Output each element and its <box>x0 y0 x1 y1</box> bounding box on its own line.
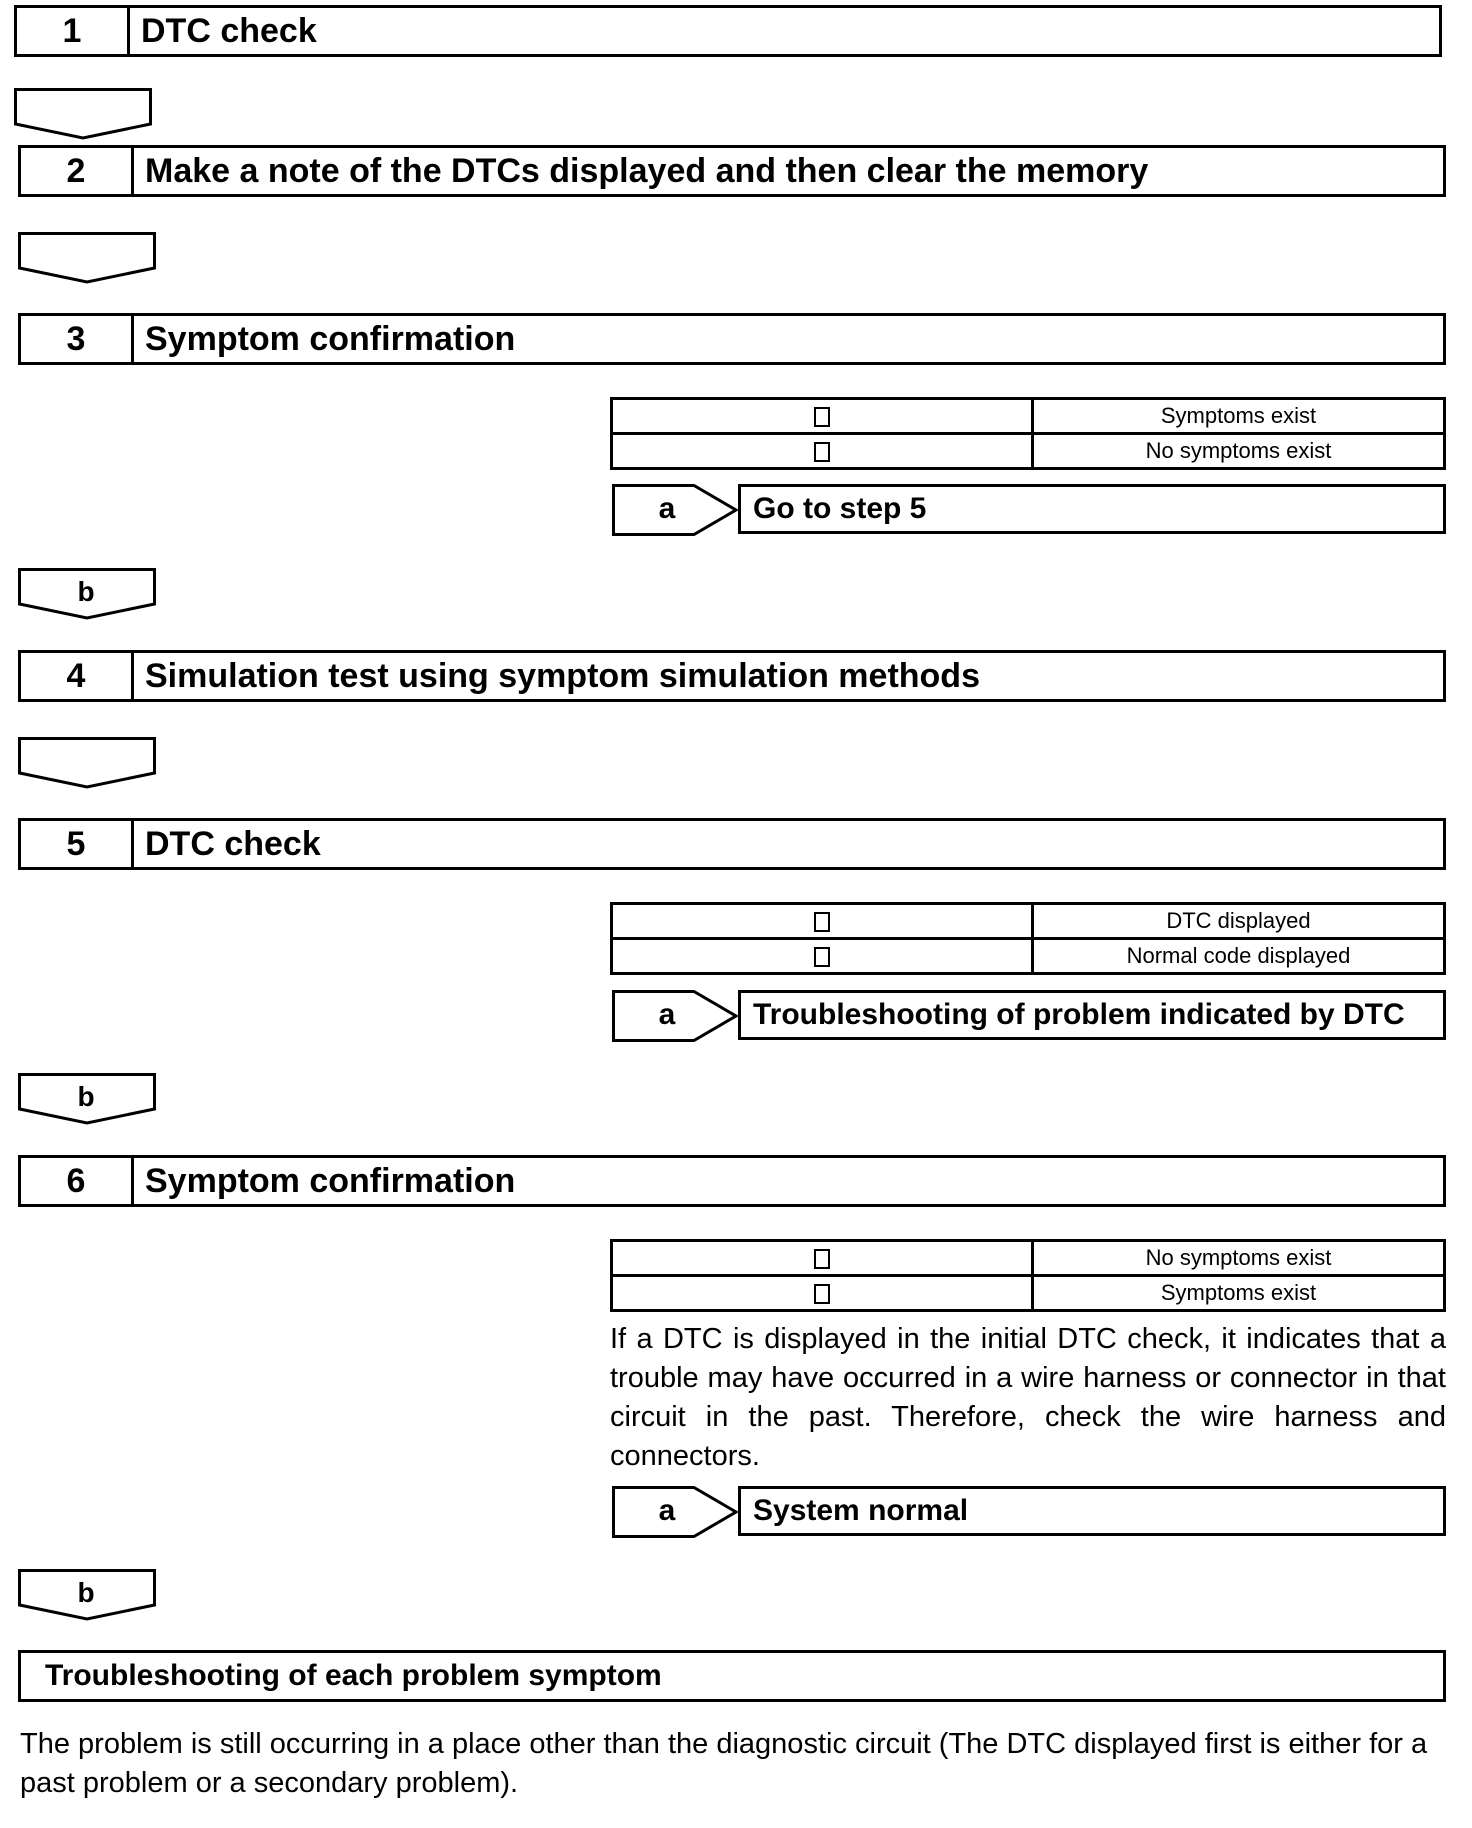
checkbox-icon <box>814 1284 830 1304</box>
branch-label: a <box>658 1494 676 1527</box>
step-6-box <box>18 1155 1446 1207</box>
branch-target: Troubleshooting of problem indicated by DTC <box>738 990 1446 1040</box>
step-number: 3 <box>21 316 134 362</box>
down-arrow-2 <box>18 232 158 284</box>
result-text: DTC displayed <box>1033 904 1445 939</box>
checkbox-mark <box>612 399 1033 434</box>
result-table-2 <box>610 902 1446 975</box>
arrow-label: b <box>77 1081 95 1112</box>
step-number: 2 <box>21 148 134 194</box>
step-number: 5 <box>21 821 134 867</box>
down-arrow-1 <box>14 88 154 140</box>
branch-a-3 <box>612 1486 1446 1538</box>
result-table-3 <box>610 1239 1446 1312</box>
result-text: Symptoms exist <box>1033 399 1445 434</box>
step-title: DTC check <box>141 11 317 50</box>
down-arrow-3 <box>18 568 158 620</box>
down-arrow-icon <box>18 232 158 284</box>
checkbox-mark <box>612 1276 1033 1311</box>
step-5-box <box>18 818 1446 870</box>
branch-a-2 <box>612 990 1446 1042</box>
note-paragraph: If a DTC is displayed in the initial DTC check, it indicates that a trouble may have occurred in a wire harness or connector in that circuit in the past. Therefore, check the wire harness and connectors. <box>610 1323 1446 1472</box>
checkbox-mark <box>612 939 1033 974</box>
result-row <box>612 1276 1445 1311</box>
down-arrow-5 <box>18 1073 158 1125</box>
result-row <box>612 939 1445 974</box>
down-arrow-icon <box>18 737 158 789</box>
branch-a-1 <box>612 484 1446 536</box>
step-4-box <box>18 650 1446 702</box>
branch-label: a <box>658 998 676 1031</box>
step-number: 1 <box>17 8 130 54</box>
footer-text: The problem is still occurring in a place other than the diagnostic circuit (The DTC displayed first is either for a past problem or a secondary problem). <box>20 1728 1428 1799</box>
checkbox-mark <box>612 434 1033 469</box>
step-title: Make a note of the DTCs displayed and then clear the memory <box>145 151 1149 190</box>
result-row <box>612 1241 1445 1276</box>
down-arrow-icon <box>14 88 154 140</box>
branch-target: Go to step 5 <box>738 484 1446 534</box>
result-table-1 <box>610 397 1446 470</box>
step-title: Symptom confirmation <box>145 319 516 358</box>
down-arrow-4 <box>18 737 158 789</box>
checkbox-mark <box>612 904 1033 939</box>
result-row <box>612 434 1445 469</box>
step-number: 4 <box>21 653 134 699</box>
checkbox-mark <box>612 1241 1033 1276</box>
step-3-box <box>18 313 1446 365</box>
checkbox-icon <box>814 407 830 427</box>
step-number: 6 <box>21 1158 134 1204</box>
checkbox-icon <box>814 912 830 932</box>
result-text: Normal code displayed <box>1033 939 1445 974</box>
checkbox-icon <box>814 1249 830 1269</box>
step-title: Symptom confirmation <box>145 1161 516 1200</box>
result-text: No symptoms exist <box>1033 434 1445 469</box>
step-1-box <box>14 5 1442 57</box>
arrow-label: b <box>77 576 95 607</box>
step-title: Simulation test using symptom simulation methods <box>145 656 980 695</box>
checkbox-icon <box>814 442 830 462</box>
arrow-label: b <box>77 1577 95 1608</box>
result-text: Symptoms exist <box>1033 1276 1445 1311</box>
branch-target: System normal <box>738 1486 1446 1536</box>
checkbox-icon <box>814 947 830 967</box>
final-step-box: Troubleshooting of each problem symptom <box>18 1650 1446 1702</box>
step-title: DTC check <box>145 824 321 863</box>
result-row <box>612 399 1445 434</box>
step-2-box <box>18 145 1446 197</box>
down-arrow-6 <box>18 1569 158 1621</box>
branch-label: a <box>658 492 676 525</box>
result-row <box>612 904 1445 939</box>
result-text: No symptoms exist <box>1033 1241 1445 1276</box>
